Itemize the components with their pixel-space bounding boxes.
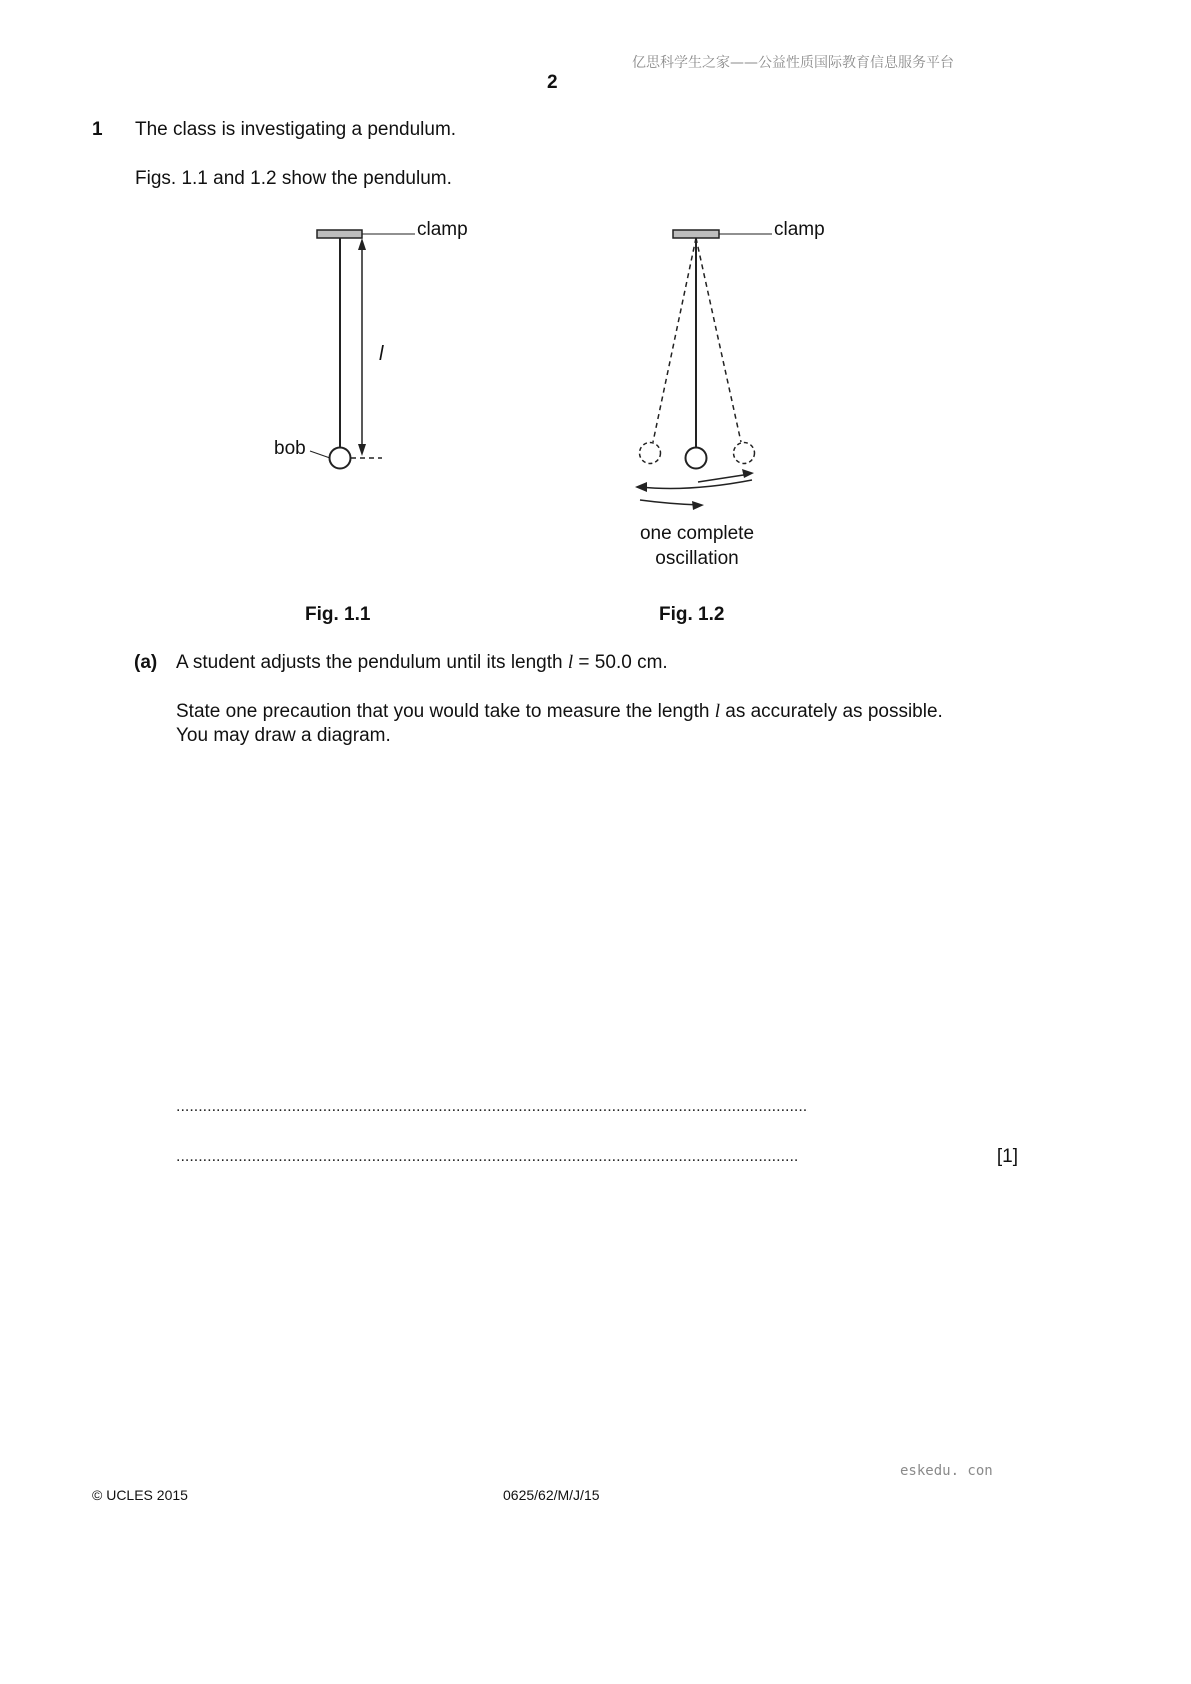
figure-1-2 [620,210,860,580]
part-a-line2 [176,701,943,723]
part-a-line3: You may draw a diagram. [176,725,391,746]
fig1-length-arrow-head-bottom [358,444,366,456]
watermark-bottom: eskedu. con [900,1463,993,1479]
fig2-clamp-block [673,230,719,238]
part-a-line1 [176,652,668,674]
fig1-bob [330,448,351,469]
fig1-clamp-label: clamp [417,219,468,240]
fig2-arrow-bottom-right [640,500,700,505]
fig1-length-arrow-head-top [358,238,366,250]
fig2-arrow-top-right [698,474,750,482]
fig2-arrow-middle-left-head [635,482,647,492]
fig2-arrow-bottom-right-head [692,501,704,510]
question-intro: The class is investigating a pendulum. [135,119,457,140]
part-a-line2-before: State one precaution that you would take to measure the length [176,701,715,722]
fig2-arrow-top-right-head [742,469,754,478]
fig2-oscillation-line2: oscillation [655,548,739,569]
figure-1-1 [260,210,500,480]
fig2-bob-left [640,443,661,464]
marks-badge: [1] [996,1146,1018,1167]
fig2-string-right [696,238,741,442]
part-a-line2-after: as accurately as possible. [719,701,943,722]
fig1-caption: Fig. 1.1 [305,604,371,625]
figs-intro: Figs. 1.1 and 1.2 show the pendulum. [135,168,452,189]
fig1-length-label: l [379,343,384,365]
fig1-bob-label: bob [274,438,306,459]
fig1-clamp-block [317,230,362,238]
footer-copyright: © UCLES 2015 [92,1487,188,1503]
question-number: 1 [92,119,103,140]
fig2-arrow-middle-left [640,480,752,488]
watermark-top: 亿思科学生之家——公益性质国际教育信息服务平台 [632,55,954,71]
fig2-clamp-label: clamp [774,219,825,240]
footer-code: 0625/62/M/J/15 [503,1487,600,1503]
fig2-string-left [653,238,696,442]
fig2-caption: Fig. 1.2 [659,604,725,625]
fig2-bob-center [686,448,707,469]
part-a-line1-before: A student adjusts the pendulum until its length [176,652,568,673]
part-a-line1-after: = 50.0 cm. [573,652,668,673]
part-a-line2-var: l [714,701,720,722]
fig1-bob-leader [310,451,330,458]
part-a-label: (a) [134,652,158,673]
fig2-bob-right [734,443,755,464]
page-number: 2 [547,72,558,93]
fig2-oscillation-line1: one complete [639,523,755,544]
answer-line-2[interactable]: ............................................................................................................................................ [176,1148,799,1165]
part-a-line1-var: l [567,652,574,673]
answer-line-1[interactable]: .............................................................................................................................................. [176,1098,808,1115]
